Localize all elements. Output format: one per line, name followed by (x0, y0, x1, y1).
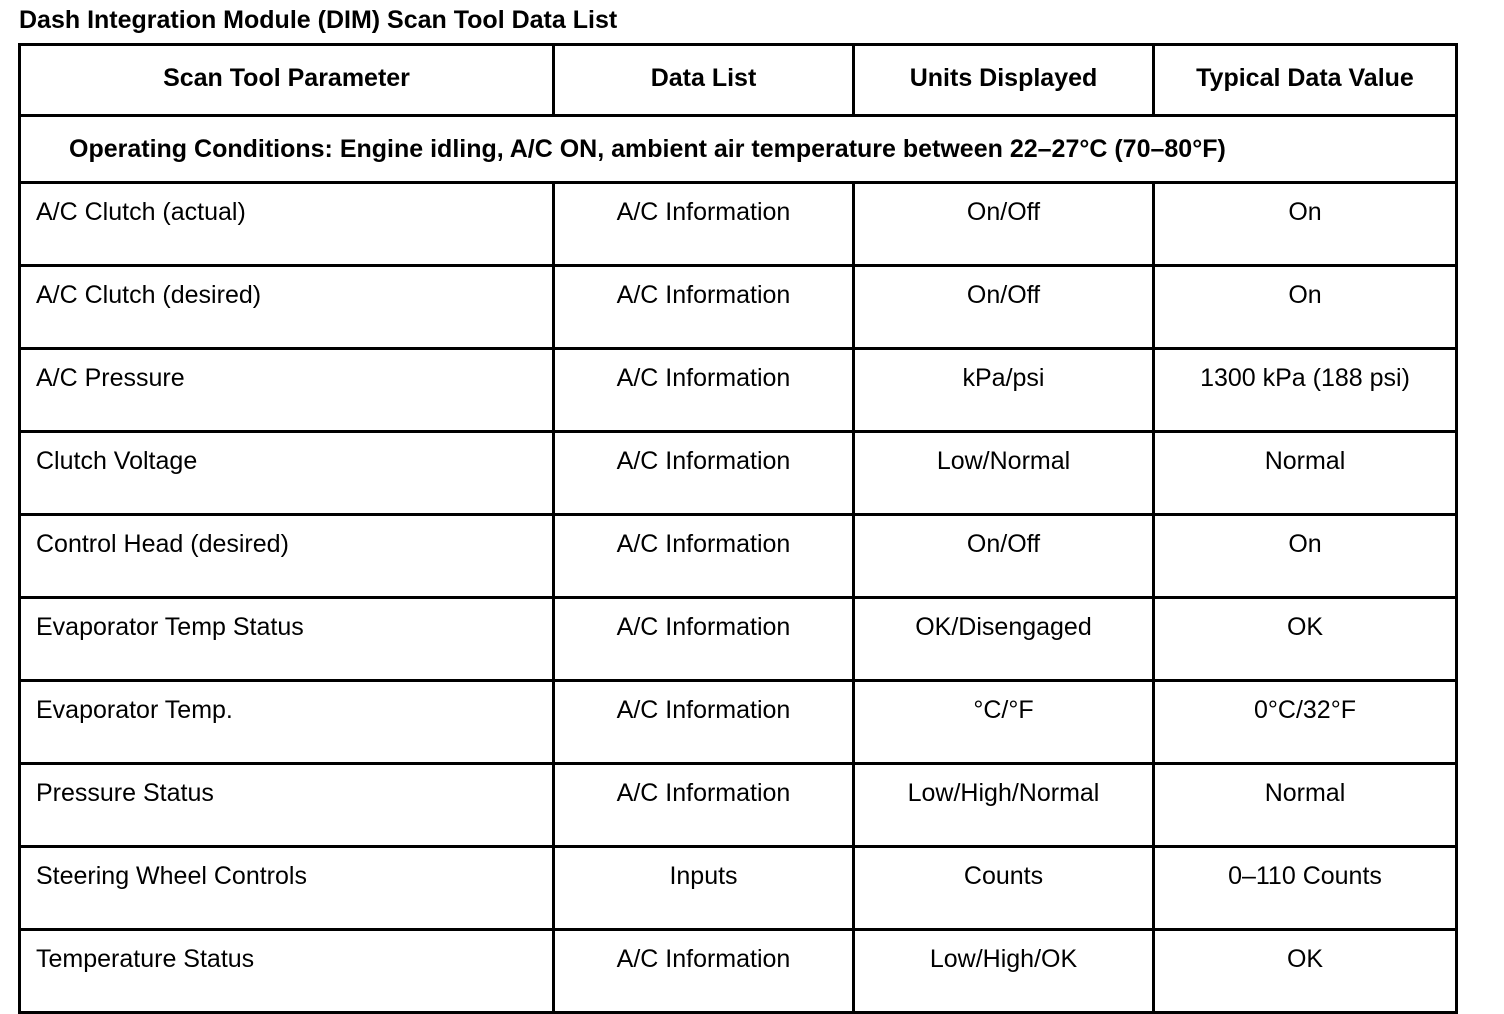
cell-data-list: A/C Information (554, 432, 854, 515)
cell-typical-value: On (1154, 183, 1457, 266)
table-row (20, 349, 1457, 432)
header-data-list: Data List (554, 45, 854, 116)
operating-conditions-row (20, 116, 1457, 183)
cell-typical-value: 0–110 Counts (1154, 847, 1457, 930)
cell-parameter: Pressure Status (20, 764, 554, 847)
header-row (20, 45, 1457, 116)
cell-data-list: A/C Information (554, 349, 854, 432)
table-row (20, 764, 1457, 847)
cell-parameter: Control Head (desired) (20, 515, 554, 598)
cell-typical-value: Normal (1154, 432, 1457, 515)
table-row (20, 266, 1457, 349)
cell-typical-value: OK (1154, 598, 1457, 681)
table-row (20, 183, 1457, 266)
table-row (20, 681, 1457, 764)
table-header (20, 45, 1457, 116)
cell-typical-value: On (1154, 515, 1457, 598)
cell-units: Counts (854, 847, 1154, 930)
header-scan-tool-parameter: Scan Tool Parameter (20, 45, 554, 116)
cell-units: °C/°F (854, 681, 1154, 764)
cell-parameter: Evaporator Temp Status (20, 598, 554, 681)
table-row (20, 515, 1457, 598)
cell-parameter: A/C Pressure (20, 349, 554, 432)
cell-units: Low/High/Normal (854, 764, 1154, 847)
cell-units: On/Off (854, 183, 1154, 266)
header-typical-data-value: Typical Data Value (1154, 45, 1457, 116)
cell-parameter: Steering Wheel Controls (20, 847, 554, 930)
cell-data-list: A/C Information (554, 266, 854, 349)
document-title: Dash Integration Module (DIM) Scan Tool Data List (19, 6, 618, 34)
table-row (20, 432, 1457, 515)
cell-parameter: Clutch Voltage (20, 432, 554, 515)
cell-typical-value: Normal (1154, 764, 1457, 847)
cell-data-list: A/C Information (554, 515, 854, 598)
table-body (20, 116, 1457, 1013)
cell-units: On/Off (854, 266, 1154, 349)
cell-typical-value: On (1154, 266, 1457, 349)
cell-units: Low/High/OK (854, 930, 1154, 1013)
cell-parameter: A/C Clutch (actual) (20, 183, 554, 266)
operating-conditions-text: Operating Conditions: Engine idling, A/C ON, ambient air temperature between 22–27°C (70–80°F) (20, 116, 1457, 183)
cell-data-list: A/C Information (554, 764, 854, 847)
cell-data-list: A/C Information (554, 681, 854, 764)
cell-units: On/Off (854, 515, 1154, 598)
table-row (20, 598, 1457, 681)
cell-units: kPa/psi (854, 349, 1154, 432)
cell-units: Low/Normal (854, 432, 1154, 515)
cell-typical-value: 1300 kPa (188 psi) (1154, 349, 1457, 432)
cell-typical-value: 0°C/32°F (1154, 681, 1457, 764)
table-row (20, 847, 1457, 930)
header-units-displayed: Units Displayed (854, 45, 1154, 116)
cell-parameter: Temperature Status (20, 930, 554, 1013)
cell-parameter: Evaporator Temp. (20, 681, 554, 764)
cell-parameter: A/C Clutch (desired) (20, 266, 554, 349)
cell-data-list: A/C Information (554, 183, 854, 266)
cell-data-list: A/C Information (554, 930, 854, 1013)
scan-tool-data-table (18, 43, 1458, 1014)
cell-typical-value: OK (1154, 930, 1457, 1013)
table-row (20, 930, 1457, 1013)
cell-data-list: Inputs (554, 847, 854, 930)
cell-data-list: A/C Information (554, 598, 854, 681)
cell-units: OK/Disengaged (854, 598, 1154, 681)
